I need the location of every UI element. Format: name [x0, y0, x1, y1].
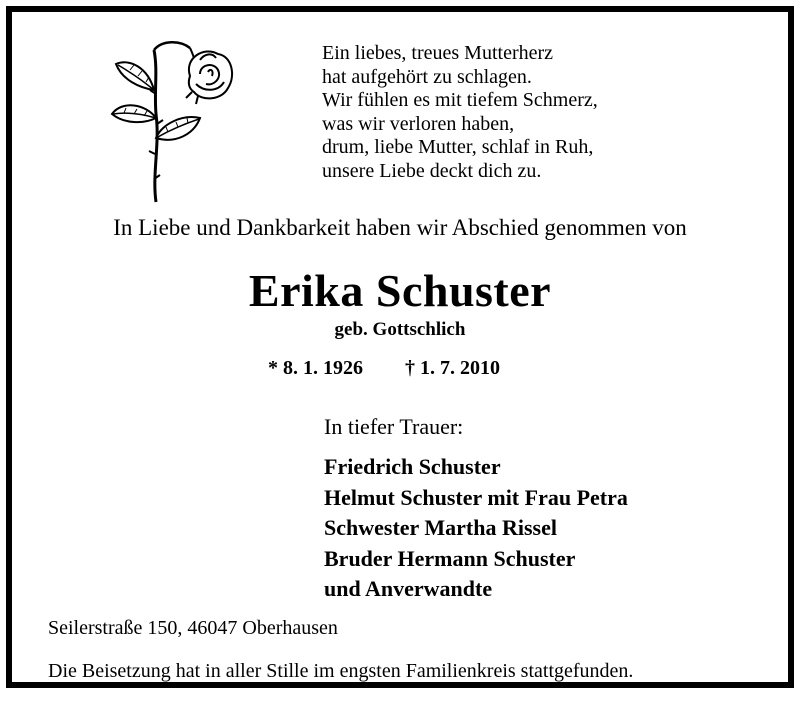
poem-line: hat aufgehört zu schlagen.	[322, 65, 532, 88]
address: Seilerstraße 150, 46047 Oberhausen	[48, 617, 338, 639]
poem-line: unsere Liebe deckt dich zu.	[322, 159, 542, 182]
death-date: † 1. 7. 2010	[405, 357, 500, 379]
poem	[322, 42, 598, 184]
maiden-name: geb. Gottschlich	[334, 319, 466, 340]
intro-text: In Liebe und Dankbarkeit haben wir Abschied genommen von	[113, 215, 687, 240]
obituary-frame	[6, 6, 794, 688]
birth-date: * 8. 1. 1926	[268, 357, 363, 379]
poem-line: Ein liebes, treues Mutterherz	[322, 42, 554, 64]
deceased-name: Erika Schuster	[248, 265, 552, 316]
poem-line: drum, liebe Mutter, schlaf in Ruh,	[322, 136, 594, 159]
mourner-name: Friedrich Schuster	[324, 454, 501, 479]
mourner-name: Bruder Hermann Schuster	[324, 545, 576, 571]
mourner-name: Helmut Schuster mit Frau Petra	[324, 484, 628, 510]
poem-line: was wir verloren haben,	[322, 112, 515, 135]
mourners-list	[324, 452, 628, 605]
mourner-name: und Anverwandte	[324, 576, 493, 601]
funeral-note: Die Beisetzung hat in aller Stille im engsten Familienkreis stattgefunden.	[48, 660, 634, 682]
life-dates	[268, 357, 500, 380]
rose-icon	[104, 34, 244, 206]
mourner-name: Schwester Martha Rissel	[324, 515, 557, 540]
mourning-heading: In tiefer Trauer:	[324, 414, 464, 439]
poem-line: Wir fühlen es mit tiefem Schmerz,	[322, 89, 598, 112]
